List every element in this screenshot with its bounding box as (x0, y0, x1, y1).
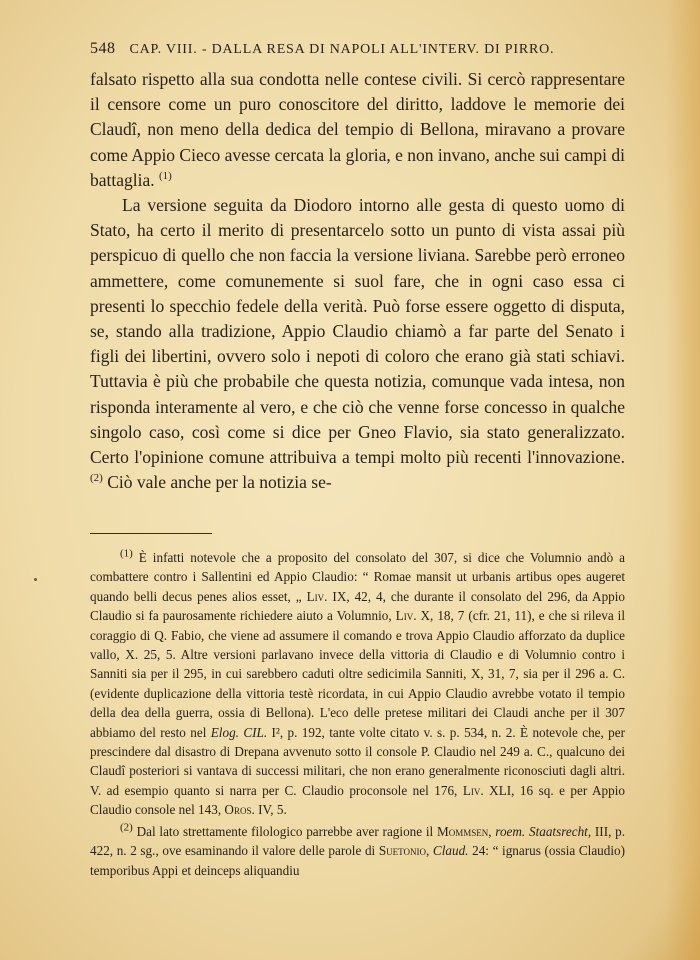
margin-speck (34, 578, 37, 581)
paragraph-2-tail: Ciò vale anche per la notizia se- (107, 472, 332, 493)
footnote-1-text-c: X, 18, 7 (cfr. 21, 11), e che si rileva il coraggio di Q. Fabio, che viene ad assumere il comando e trova Appio Claudio afforzato da duplice vallo, X. 25, 5. Altre versioni parlavano invece della vittoria di Claudio e di Volumnio contro i Sanniti sia per il 295, in cui sarebbero caduti oltre sedicimila Sanniti, X, 31, 7, sia per il 296 a. C. (evidente duplicazione della vittoria testè ricordata, in cui Appio Claudio avrebbe votato il tempio della dea della guerra, ossia di Bellona). L'eco delle pretese militari dei Claudi anche per il 307 abbiamo del resto nel (90, 608, 625, 740)
footnote-2-author-suetonio: Suetonio, (378, 843, 430, 859)
footnote-1-abbr-liv-b: Liv. (395, 608, 417, 624)
footnote-1-abbr-oros: Oros. (224, 802, 255, 818)
footnote-1-text-a: È infatti notevole che a proposito del consolato del 307, si dice che Volumnio andò a combattere contro i Sallentini ed Appio Claudio: “ Romae mansit ut urbanis artibus opes augeret quando belli decus penes alios esset, „ (90, 550, 626, 604)
footnote-2 (90, 822, 625, 880)
page-number: 548 (90, 40, 116, 57)
paragraph-1-text: falsato rispetto alla sua condotta nelle contese civili. Si cercò rappresentare il censore come un puro conoscitore del diritto, laddove le memorie dei Claudî, non meno della dedica del tempio di Bellona, miravano a provare come Appio Cieco avesse cercata la gloria, e non invano, anche sui campi di battaglia. (90, 69, 626, 190)
footnote-1-mark: (1) (120, 547, 133, 560)
footnotes (90, 548, 625, 880)
footnote-1-text-f: IV, 5. (258, 802, 287, 818)
footnote-2-mark: (2) (120, 821, 133, 834)
footnote-1-citation-elog: Elog. CIL. (210, 724, 268, 740)
footnote-2-work-claud: Claud. (432, 843, 469, 859)
main-text (90, 67, 625, 495)
footnote-ref-2: (2) (90, 472, 103, 485)
footnote-2-text-b: III, p. 422, n. 2 sg., ove esaminando il valore delle parole di (90, 823, 626, 859)
paragraph-2-text: La versione seguita da Diodoro intorno alle gesta di questo uomo di Stato, ha certo il merito di presentarcelo sotto un punto di vista assai più perspicuo di quello che non faccia la versione liviana. Sarebbe però erroneo ammettere, come comunemente si suol fare, che in ogni caso essa ci presenti lo specchio fedele della verità. Può forse essere oggetto di disputa, se, stando alla tradizione, Appio Claudio chiamò a far parte del Senato i figli dei libertini, ovvero solo i nepoti di coloro che erano già stati schiavi. Tuttavia è più che probabile che questa notizia, comunque vada intesa, non risponda interamente al vero, e che ciò che venne forse concesso in qualche singolo caso, così come si dice per Gneo Flavio, sia stato generalizzato. Certo l'opinione comune attribuiva a tempi molto più recenti l'innovazione. (90, 195, 625, 468)
footnote-1-abbr-liv-a: Liv. (306, 588, 328, 604)
running-header (90, 40, 625, 58)
footnote-1-text-b: IX, 42, 4, che durante il consolato del 296, da Appio Claudio si fa paurosamente richiedere aiuto a Volumnio, (90, 588, 626, 624)
paragraph-2 (90, 193, 625, 495)
footnote-2-text-c: 24: “ ignarus (ossia Claudio) temporibus Appi et deinceps aliquandiu (90, 843, 626, 878)
footnote-1-abbr-liv-c: Liv. (462, 782, 484, 798)
footnote-2-work-title: roem. Staatsrecht, (495, 823, 592, 839)
footnote-1-text-d: I², p. 192, tante volte citato v. s. p. 534, n. 2. È notevole che, per prescindere dal disastro di Drepana avvenuto sotto il console P. Claudio nel 249 a. C., qualcuno dei Claudî posteriori si vantava di successi militari, che non erano generalmente riconosciuti dagli altri. V. ad esempio quanto si narra per C. Claudio proconsole nel 176, (90, 724, 626, 798)
footnote-2-author-mommsen: Mommsen, (436, 823, 492, 839)
footnote-1 (90, 548, 625, 820)
footnote-2-text-a: Dal lato strettamente filologico parrebbe aver ragione il (136, 823, 434, 839)
running-title: CAP. VIII. - DALLA RESA DI NAPOLI ALL'INTERV. DI PIRRO. (129, 42, 555, 57)
footnote-ref-1: (1) (159, 169, 172, 182)
footnote-1-text-e: XLI, 16 sq. e per Appio Claudio console nel 143, (90, 782, 625, 818)
footnote-separator (90, 533, 212, 534)
paragraph-1 (90, 67, 625, 193)
